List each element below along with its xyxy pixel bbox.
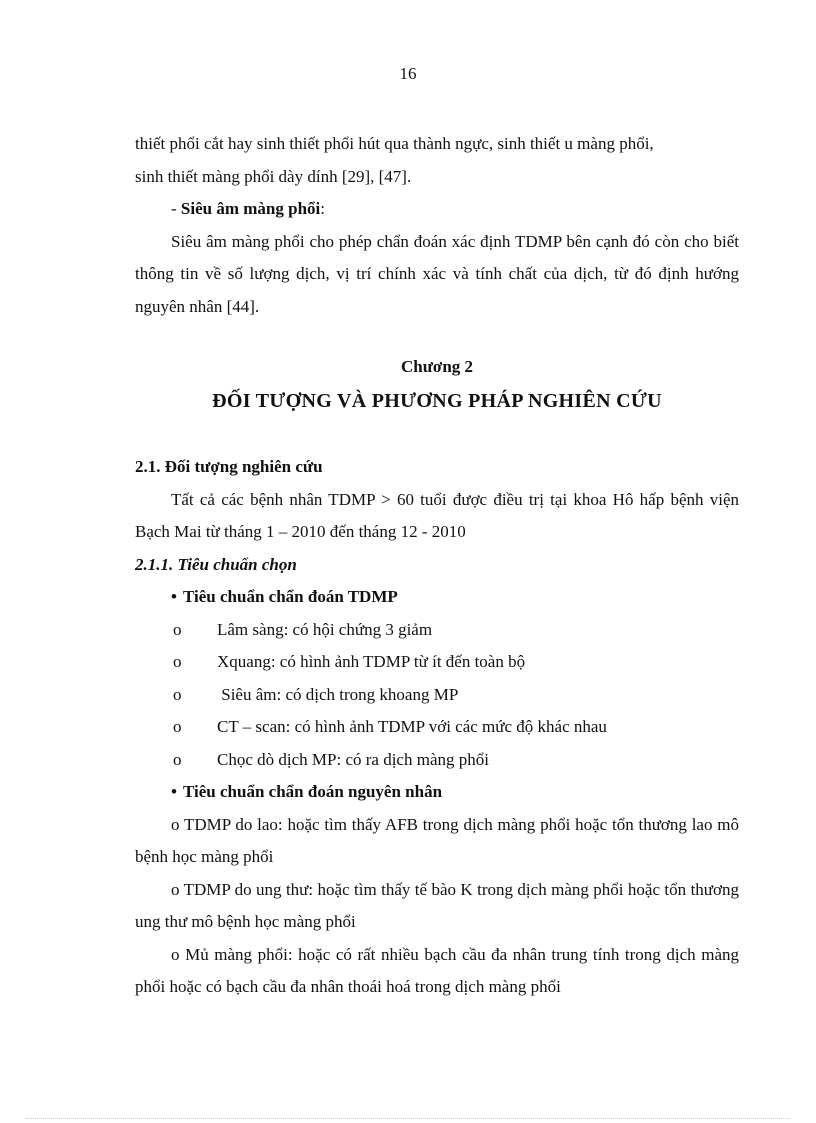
circle-bullet-icon: o <box>171 879 180 899</box>
diagnosis-criteria-item <box>135 744 739 777</box>
circle-bullet-icon: o <box>171 944 180 964</box>
cause-criteria-item <box>135 939 739 1004</box>
diagnosis-criteria-label: Tiêu chuẩn chẩn đoán TDMP <box>183 587 398 606</box>
cause-item-text: Mủ màng phổi: hoặc có rất nhiều bạch cầu đa nhân trung tính trong dịch màng phổi hoặc có bạch cầu đa nhân thoái hoá trong dịch màng phổi <box>135 944 739 996</box>
chapter-title: ĐỐI TƯỢNG VÀ PHƯƠNG PHÁP NGHIÊN CỨU <box>212 390 662 412</box>
page-bottom-divider <box>26 1118 790 1119</box>
bullet-icon: • <box>171 587 177 606</box>
subsection-heading-2-1-1: 2.1.1. Tiêu chuẩn chọn <box>135 554 297 574</box>
cause-item-text: TDMP do ung thư: hoặc tìm thấy tế bào K trong dịch màng phổi hoặc tổn thương ung thư mô bệnh học màng phổi <box>135 879 739 931</box>
ultrasound-label: Siêu âm màng phổi <box>180 199 321 218</box>
criteria-item-text: Lâm sàng: có hội chứng 3 giảm <box>217 619 433 639</box>
diagnosis-criteria-title <box>135 581 739 614</box>
ultrasound-suffix: : <box>320 199 325 218</box>
document-body <box>135 128 739 1004</box>
ultrasound-prefix: - <box>171 199 181 218</box>
diagnosis-criteria-item <box>135 646 739 679</box>
circle-bullet-icon: o <box>173 684 182 704</box>
section-2-1-paragraph: Tất cả các bệnh nhân TDMP > 60 tuổi được điều trị tại khoa Hô hấp bệnh viện Bạch Mai từ tháng 1 – 2010 đến tháng 12 - 2010 <box>135 489 739 541</box>
circle-bullet-icon: o <box>173 717 182 736</box>
cause-criteria-label: Tiêu chuẩn chẩn đoán nguyên nhân <box>183 782 443 801</box>
circle-bullet-icon: o <box>173 749 182 769</box>
cause-item-text: TDMP do lao: hoặc tìm thấy AFB trong dịch màng phổi hoặc tổn thương lao mô bệnh học màng phổi <box>135 814 739 866</box>
circle-bullet-icon: o <box>171 814 180 834</box>
cause-criteria-title <box>135 776 739 809</box>
ultrasound-subheading <box>135 193 739 226</box>
criteria-item-text: CT – scan: có hình ảnh TDMP với các mức độ khác nhau <box>217 717 607 736</box>
intro-line-2: sinh thiết màng phổi dày dính [29], [47]. <box>135 166 412 186</box>
page-number: 16 <box>399 64 417 83</box>
chapter-label: Chương 2 <box>400 357 474 376</box>
section-heading-2-1: 2.1. Đối tượng nghiên cứu <box>135 457 323 476</box>
cause-criteria-item <box>135 874 739 939</box>
circle-bullet-icon: o <box>173 652 182 671</box>
criteria-item-text: Xquang: có hình ảnh TDMP từ ít đến toàn bộ <box>217 652 526 671</box>
criteria-item-text: Siêu âm: có dịch trong khoang MP <box>217 684 459 704</box>
intro-line-1: thiết phổi cắt hay sinh thiết phổi hút qua thành ngực, sinh thiết u màng phổi, <box>135 134 654 153</box>
ultrasound-paragraph: Siêu âm màng phổi cho phép chẩn đoán xác định TDMP bên cạnh đó còn cho biết thông tin về số lượng dịch, vị trí chính xác và tính chất của dịch, từ đó định hướng nguyên nhân [44]. <box>135 231 739 316</box>
diagnosis-criteria-item <box>135 679 739 712</box>
criteria-item-text: Chọc dò dịch MP: có ra dịch màng phổi <box>217 749 489 769</box>
circle-bullet-icon: o <box>173 619 182 639</box>
cause-criteria-item <box>135 809 739 874</box>
bullet-icon: • <box>171 782 177 801</box>
diagnosis-criteria-item <box>135 614 739 647</box>
diagnosis-criteria-item <box>135 711 739 744</box>
